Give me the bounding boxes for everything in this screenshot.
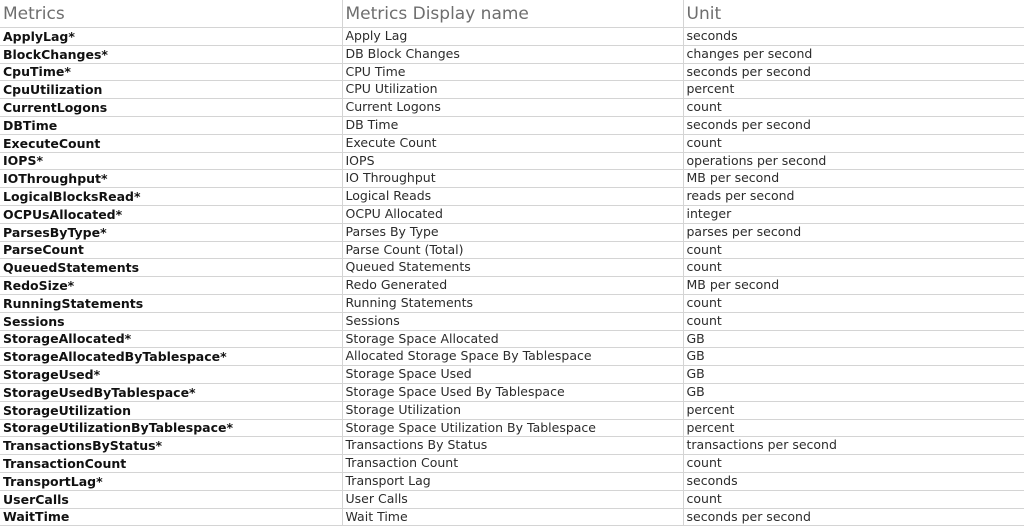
unit-cell: seconds per second [683,116,1024,134]
unit-cell: GB [683,330,1024,348]
display-name-cell: User Calls [342,490,683,508]
unit-cell: count [683,294,1024,312]
unit-cell: GB [683,383,1024,401]
display-name-cell: Parse Count (Total) [342,241,683,259]
metric-cell: IOThroughput* [0,170,342,188]
display-name-cell: CPU Time [342,63,683,81]
metric-cell: TransactionsByStatus* [0,437,342,455]
unit-cell: changes per second [683,45,1024,63]
display-name-cell: CPU Utilization [342,81,683,99]
table-row [0,330,1024,348]
table-row [0,472,1024,490]
metric-cell: QueuedStatements [0,259,342,277]
table-row [0,366,1024,384]
unit-cell: count [683,312,1024,330]
display-name-cell: Transactions By Status [342,437,683,455]
unit-cell: percent [683,81,1024,99]
table-row [0,152,1024,170]
table-row [0,63,1024,81]
display-name-cell: Storage Space Used [342,366,683,384]
display-name-cell: Storage Space Used By Tablespace [342,383,683,401]
metric-cell: StorageUsed* [0,366,342,384]
unit-cell: seconds per second [683,508,1024,526]
unit-cell: integer [683,205,1024,223]
unit-cell: parses per second [683,223,1024,241]
metric-cell: DBTime [0,116,342,134]
display-name-cell: Wait Time [342,508,683,526]
unit-cell: count [683,134,1024,152]
display-name-cell: Parses By Type [342,223,683,241]
display-name-cell: Transaction Count [342,455,683,473]
unit-cell: seconds per second [683,63,1024,81]
display-name-cell: Sessions [342,312,683,330]
unit-cell: count [683,490,1024,508]
metric-cell: LogicalBlocksRead* [0,188,342,206]
unit-cell: MB per second [683,170,1024,188]
unit-cell: operations per second [683,152,1024,170]
metric-cell: StorageUtilizationByTablespace* [0,419,342,437]
table-row [0,348,1024,366]
table-row [0,241,1024,259]
table-row [0,116,1024,134]
table-row [0,205,1024,223]
table-row [0,45,1024,63]
metric-cell: BlockChanges* [0,45,342,63]
display-name-cell: IOPS [342,152,683,170]
display-name-cell: Storage Space Allocated [342,330,683,348]
header-unit: Unit [683,0,1024,28]
unit-cell: reads per second [683,188,1024,206]
metric-cell: Sessions [0,312,342,330]
unit-cell: count [683,241,1024,259]
metric-cell: CpuUtilization [0,81,342,99]
unit-cell: count [683,259,1024,277]
table-row [0,277,1024,295]
unit-cell: GB [683,366,1024,384]
metric-cell: StorageUsedByTablespace* [0,383,342,401]
display-name-cell: DB Block Changes [342,45,683,63]
table-row [0,28,1024,46]
table-row [0,134,1024,152]
table-row [0,419,1024,437]
display-name-cell: OCPU Allocated [342,205,683,223]
table-row [0,455,1024,473]
display-name-cell: Apply Lag [342,28,683,46]
display-name-cell: Storage Space Utilization By Tablespace [342,419,683,437]
unit-cell: seconds [683,472,1024,490]
display-name-cell: DB Time [342,116,683,134]
table-row [0,508,1024,526]
metric-cell: IOPS* [0,152,342,170]
display-name-cell: Logical Reads [342,188,683,206]
display-name-cell: Storage Utilization [342,401,683,419]
metric-cell: UserCalls [0,490,342,508]
unit-cell: MB per second [683,277,1024,295]
table-row [0,99,1024,117]
unit-cell: percent [683,401,1024,419]
display-name-cell: Transport Lag [342,472,683,490]
metric-cell: RunningStatements [0,294,342,312]
metric-cell: StorageAllocatedByTablespace* [0,348,342,366]
metric-cell: CurrentLogons [0,99,342,117]
metric-cell: StorageAllocated* [0,330,342,348]
metric-cell: RedoSize* [0,277,342,295]
metric-cell: TransportLag* [0,472,342,490]
unit-cell: transactions per second [683,437,1024,455]
unit-cell: GB [683,348,1024,366]
table-row [0,294,1024,312]
table-row [0,437,1024,455]
metric-cell: ParseCount [0,241,342,259]
header-display-name: Metrics Display name [342,0,683,28]
unit-cell: count [683,99,1024,117]
metric-cell: ExecuteCount [0,134,342,152]
table-row [0,170,1024,188]
metric-cell: ParsesByType* [0,223,342,241]
unit-cell: count [683,455,1024,473]
table-row [0,81,1024,99]
metric-cell: TransactionCount [0,455,342,473]
metric-cell: StorageUtilization [0,401,342,419]
metric-cell: CpuTime* [0,63,342,81]
display-name-cell: Redo Generated [342,277,683,295]
display-name-cell: Running Statements [342,294,683,312]
table-row [0,223,1024,241]
metric-cell: WaitTime [0,508,342,526]
table-row [0,312,1024,330]
unit-cell: percent [683,419,1024,437]
table-row [0,401,1024,419]
display-name-cell: Allocated Storage Space By Tablespace [342,348,683,366]
table-row [0,490,1024,508]
display-name-cell: Current Logons [342,99,683,117]
table-row [0,188,1024,206]
unit-cell: seconds [683,28,1024,46]
metric-cell: ApplyLag* [0,28,342,46]
metric-cell: OCPUsAllocated* [0,205,342,223]
display-name-cell: IO Throughput [342,170,683,188]
display-name-cell: Execute Count [342,134,683,152]
header-row [0,0,1024,28]
display-name-cell: Queued Statements [342,259,683,277]
table-row [0,383,1024,401]
header-metrics: Metrics [0,0,342,28]
table-row [0,259,1024,277]
